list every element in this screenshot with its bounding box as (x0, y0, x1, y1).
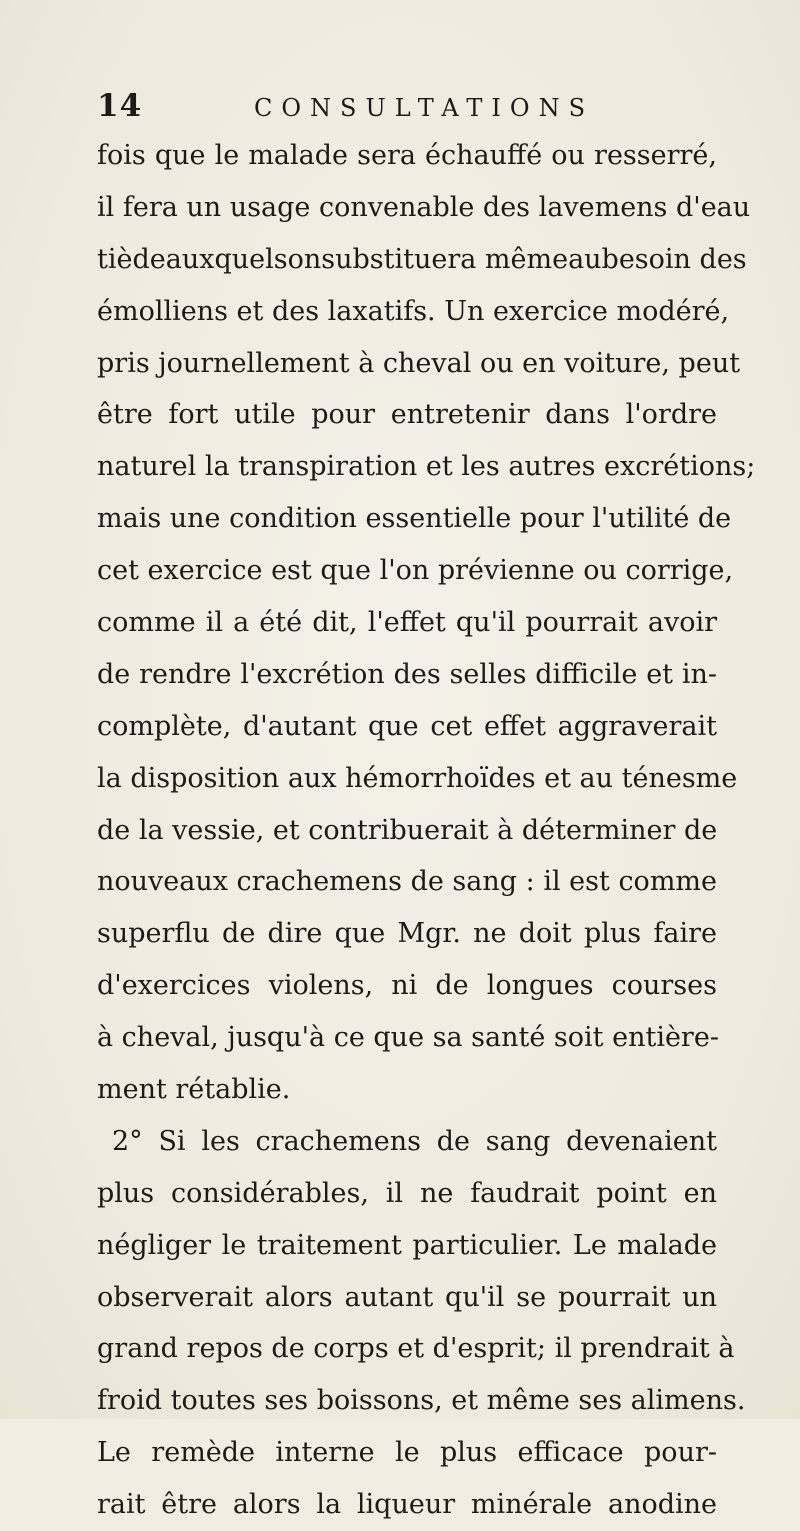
text-line: mais une condition essentielle pour l'utilité de (97, 503, 732, 535)
text-line: observerait alors autant qu'il se pourrait un (97, 1281, 717, 1313)
text-line: naturel la transpiration et les autres excrétions; (97, 451, 756, 483)
text-line: être fort utile pour entretenir dans l'ordre (97, 399, 717, 431)
text-line: il fera un usage convenable des lavemens d'eau (97, 191, 751, 223)
page-number: 14 (97, 88, 143, 124)
paragraph-end-line: ment rétablie. (97, 1074, 291, 1106)
text-line: négliger le traitement particulier. Le malade (97, 1229, 717, 1261)
text-line: nouveaux crachemens de sang : il est comme (97, 866, 717, 898)
text-line: cet exercice est que l'on prévienne ou corrige, (97, 555, 734, 587)
numbered-paragraph-start: 2° Si les crachemens de sang devenaient (112, 1125, 717, 1157)
text-line: émolliens et des laxatifs. Un exercice modéré, (97, 295, 730, 327)
text-line: à cheval, jusqu'à ce que sa santé soit entière- (97, 1022, 719, 1054)
text-line: d'exercices violens, ni de longues courses (97, 970, 717, 1002)
text-line: Le remède interne le plus efficace pour- (97, 1437, 717, 1469)
running-head: CONSULTATIONS (254, 94, 595, 122)
text-line: la disposition aux hémorrhoïdes et au ténesme (97, 762, 738, 794)
text-line: complète, d'autant que cet effet aggraverait (97, 710, 717, 742)
text-line: de rendre l'excrétion des selles difficile et in- (97, 658, 717, 690)
text-line: grand repos de corps et d'esprit; il prendrait à (97, 1333, 735, 1365)
text-line: tièdeauxquelsonsubstituera mêmeaubesoin des (97, 243, 747, 275)
text-line: superflu de dire que Mgr. ne doit plus faire (97, 918, 717, 950)
text-line: fois que le malade sera échauffé ou resserré, (97, 140, 717, 171)
body-text (97, 130, 756, 1531)
text-line: plus considérables, il ne faudrait point en (97, 1177, 717, 1209)
text-line: de la vessie, et contribuerait à déterminer de (97, 814, 718, 846)
text-line: rait être alors la liqueur minérale anodine (97, 1489, 717, 1521)
text-line: pris journellement à cheval ou en voiture, peut (97, 347, 741, 379)
text-line: froid toutes ses boissons, et même ses alimens. (97, 1385, 746, 1417)
page-header (0, 88, 800, 128)
text-line: comme il a été dit, l'effet qu'il pourrait avoir (97, 607, 717, 639)
